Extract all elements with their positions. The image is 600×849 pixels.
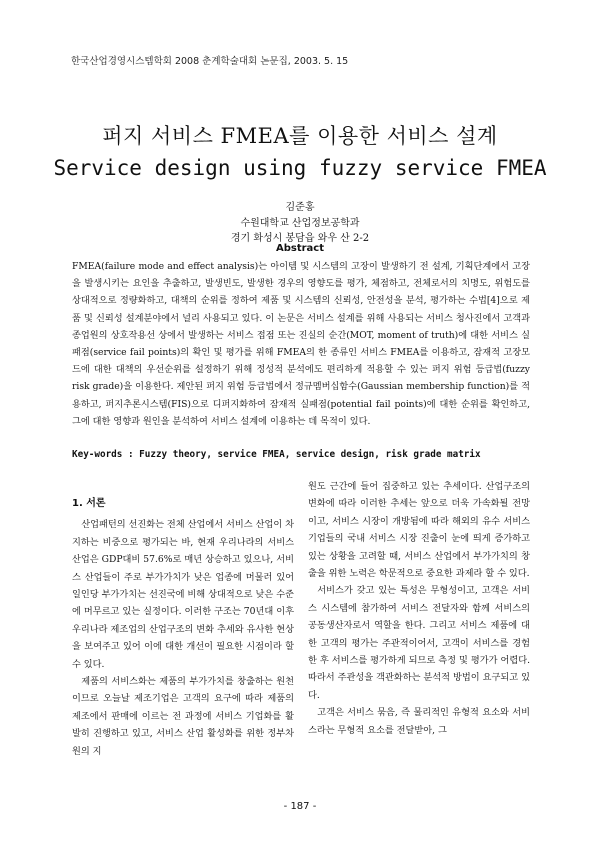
author-name: 김준홍	[285, 202, 315, 213]
paragraph: 제품의 서비스화는 제품의 부가가치를 창출하는 원천이므로 오늘날 제조기업은 고객의 요구에 따라 제품의 제조에서 판매에 이르는 전 과정에 서비스 기업화를 활발히 진행하고 있고, 서비스 산업 활성화를 위한 정부차원의 지	[72, 676, 294, 757]
abstract-body: FMEA(failure mode and effect analysis)는 아이템 및 시스템의 고장이 발생하기 전 설계, 기획단계에서 고장을 발생시키는 요인을 추출하고, 발생빈도, 발생한 경우의 영향도를 평가, 체점하고, 전체로서의 치명도, 위험도를 상대적으로 정량화하고, 대책의 순위를 정하여 제품 및 시스템의 신뢰성, 안전성을 분석, 평가하는 수법[4]으로 제품 및 신뢰성 설계분야에서 널리 사용되고 있다. 이 논문은 서비스 설계를 위해 사용되는 서비스 청사진에서 고객과 종업원의 상호작용선 상에서 발생하는 서비스 접점 또는 진실의 순간(MOT, moment of truth)에 대한 서비스 실패점(service fail points)의 확인 및 평가를 위해 FMEA의 한 종류인 서비스 FMEA를 이용하고, 잠재적 고장모드에 대한 대책의 우선순위를 설정하기 위해 정성적 분석에도 편리하게 적용할 수 있는 퍼지 위험 등급법(fuzzy risk grade)을 이용한다. 제안된 퍼지 위험 등급법에서 정규멤버십함수(Gaussian membership function)를 적용하고, 퍼지추론시스템(FIS)으로 디퍼지화하여 잠재적 실패점(potential fail points)에 대한 순위를 확인하고, 그에 대한 영향과 원인을 분석하여 서비스 설계에 이용하는 데 목적이 있다.	[72, 261, 530, 427]
right-column	[308, 478, 530, 739]
section-heading: 1. 서론	[72, 498, 106, 509]
paragraph: 원도 근간에 들어 집중하고 있는 추세이다. 산업구조의 변화에 따라 이러한 추세는 앞으로 더욱 가속화될 전망이고, 서비스 시장이 개방됨에 따라 해외의 유수 서비스 기업들의 국내 서비스 시장 진출이 눈에 띄게 증가하고 있는 상황을 고려할 때, 서비스 산업에서 부가가치의 창출을 위한 노력은 학문적으로 중요한 과제라 할 수 있다.	[308, 481, 530, 580]
paragraph: 서비스가 갖고 있는 특성은 무형성이고, 고객은 서비스 시스템에 참가하여 서비스 전달자와 함께 서비스의 공동생산자로서 역할을 한다. 그리고 서비스 제품에 대한 고객의 평가는 주관적이어서, 고객이 서비스를 경험한 후 서비스를 평가하게 되므로 측정 및 평가가 어렵다. 따라서 주관성을 객관화하는 분석적 방법이 요구되고 있다.	[308, 585, 530, 701]
paragraph: 산업패턴의 선진화는 전체 산업에서 서비스 산업이 차지하는 비중으로 평가되는 바, 현재 우리나라의 서비스 산업은 GDP대비 57.6%로 매년 상승하고 있으나, 서비스 산업들이 주로 부가가치가 낮은 업종에 머물러 있어 일인당 부가가치는 선진국에 비해 상대적으로 낮은 수준에 머무르고 있는 실정이다. 이러한 구조는 70년대 이후 우리나라 제조업의 산업구조의 변화 추세와 유사한 현상을 보여주고 있어 이에 대한 개선이 필요한 시점이라 할 수 있다.	[72, 519, 294, 670]
title-english: Service design using fuzzy service FMEA	[53, 156, 547, 180]
journal-header: 한국산업경영시스템학회 2008 춘계학술대회 논문집, 2003. 5. 15	[71, 56, 349, 67]
paragraph: 고객은 서비스 묶음, 즉 물리적인 유형적 요소와 서비스라는 무형적 요소를 전달받아, 그	[308, 707, 530, 736]
author-affiliation: 수원대학교 산업정보공학과	[240, 218, 360, 229]
author-address: 경기 화성시 봉담읍 와우 산 2-2	[230, 233, 370, 244]
page-number: - 187 -	[283, 801, 317, 812]
left-column	[72, 478, 294, 760]
keywords: Key-words : Fuzzy theory, service FMEA, service design, risk grade matrix	[72, 449, 481, 460]
abstract-heading: Abstract	[275, 243, 325, 254]
title-korean: 퍼지 서비스 FMEA를 이용한 서비스 설계	[102, 124, 498, 148]
